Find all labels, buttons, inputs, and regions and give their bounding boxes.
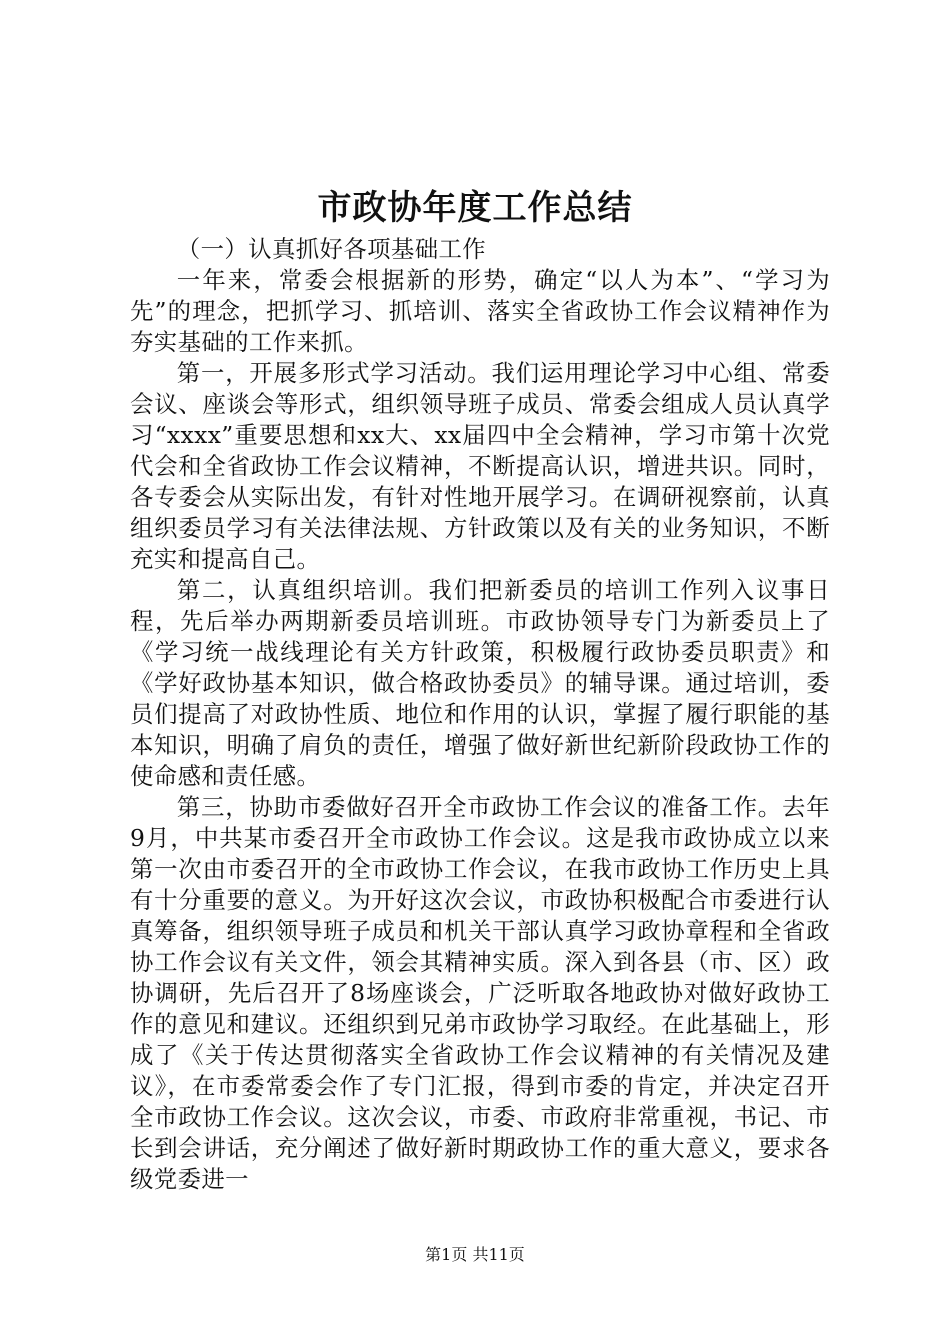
document-body	[130, 234, 830, 1195]
paragraph-first: 第一，开展多形式学习活动。我们运用理论学习中心组、常委会议、座谈会等形式，组织领导班子成员、常委会组成人员认真学习“xxxx”重要思想和xx大、xx届四中全会精神，学习市第十次党代会和全省政协工作会议精神，不断提高认识，增进共识。同时，各专委会从实际出发，有针对性地开展学习。在调研视察前，认真组织委员学习有关法律法规、方针政策以及有关的业务知识，不断充实和提高自己。	[130, 359, 830, 573]
paragraph-second: 第二，认真组织培训。我们把新委员的培训工作列入议事日程，先后举办两期新委员培训班。市政协领导专门为新委员上了《学习统一战线理论有关方针政策，积极履行政协委员职责》和《学好政协基本知识，做合格政协委员》的辅导课。通过培训，委员们提高了对政协性质、地位和作用的认识，掌握了履行职能的基本知识，明确了肩负的责任，增强了做好新世纪新阶段政协工作的使命感和责任感。	[130, 576, 830, 790]
document-title: 市政协年度工作总结	[317, 188, 633, 228]
paragraph-intro: 一年来，常委会根据新的形势，确定“以人为本”、“学习为先”的理念，把抓学习、抓培训、落实全省政协工作会议精神作为夯实基础的工作来抓。	[130, 266, 830, 356]
paragraph-third: 第三，协助市委做好召开全市政协工作会议的准备工作。去年9月，中共某市委召开全市政协工作会议。这是我市政协成立以来第一次由市委召开的全市政协工作会议，在我市政协工作历史上具有十分重要的意义。为开好这次会议，市政协积极配合市委进行认真筹备，组织领导班子成员和机关干部认真学习政协章程和全省政协工作会议有关文件，领会其精神实质。深入到各县（市、区）政协调研，先后召开了8场座谈会，广泛听取各地政协对做好政协工作的意见和建议。还组织到兄弟市政协学习取经。在此基础上，形成了《关于传达贯彻落实全省政协工作会议精神的有关情况及建议》，在市委常委会作了专门汇报，得到市委的肯定，并决定召开全市政协工作会议。这次会议，市委、市政府非常重视，书记、市长到会讲话，充分阐述了做好新时期政协工作的重大意义，要求各级党委进一	[130, 793, 830, 1193]
section-heading: （一）认真抓好各项基础工作	[176, 235, 487, 263]
page-number-footer: 第1页 共11页	[425, 1245, 525, 1264]
